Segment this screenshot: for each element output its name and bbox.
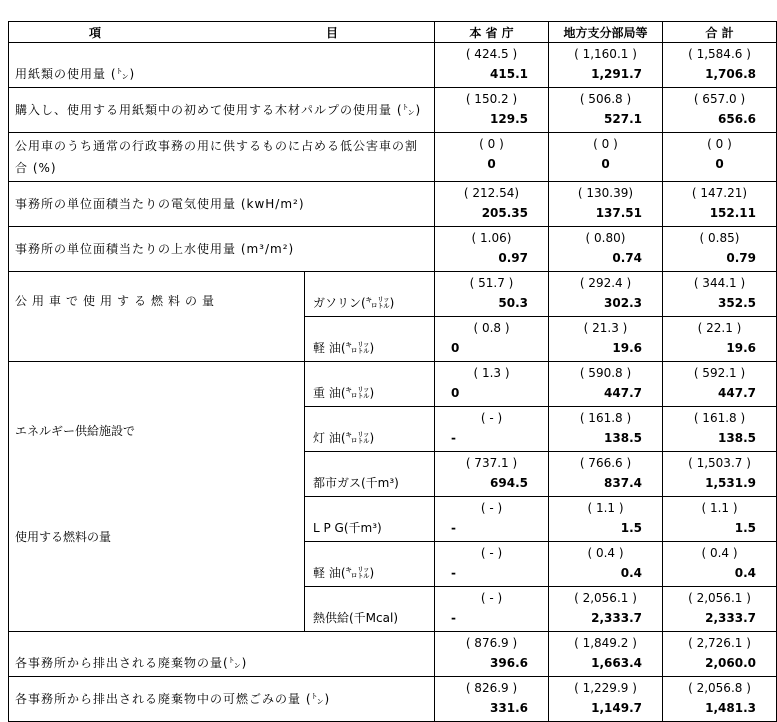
value-cell: ( 876.9 ) 396.6 [435, 632, 549, 677]
header-item-b: 目 [325, 25, 338, 40]
table-row [9, 272, 777, 317]
value-cell: ( 0.80) 0.74 [549, 227, 663, 272]
value-cell: ( 161.8 ) 138.5 [549, 407, 663, 452]
value-cell: ( 506.8 ) 527.1 [549, 88, 663, 133]
value-cell: ( 0 ) 0 [549, 133, 663, 182]
value-cell: ( 1,584.6 ) 1,706.8 [663, 43, 777, 88]
value-cell: ( 2,726.1 ) 2,060.0 [663, 632, 777, 677]
value-cell: ( 2,056.8 ) 1,481.3 [663, 677, 777, 722]
sub-label: 軽 油(㌔㍑) [305, 317, 435, 362]
header-item-a: 項 [89, 25, 102, 40]
energy-fuel-label-b: 使用する燃料の量 [15, 530, 112, 544]
sub-label: 軽 油(㌔㍑) [305, 542, 435, 587]
value-cell: ( 826.9 ) 331.6 [435, 677, 549, 722]
value-cell: ( 657.0 ) 656.6 [663, 88, 777, 133]
value-cell: ( 766.6 ) 837.4 [549, 452, 663, 497]
header-row [9, 22, 777, 43]
value-cell: ( 1,160.1 ) 1,291.7 [549, 43, 663, 88]
value-cell: ( 212.54) 205.35 [435, 182, 549, 227]
value-cell: ( 51.7 ) 50.3 [435, 272, 549, 317]
value-cell: ( 1.1 ) 1.5 [663, 497, 777, 542]
value-cell: ( - ) - [435, 407, 549, 452]
value-cell: ( 590.8 ) 447.7 [549, 362, 663, 407]
header-chiho: 地方支分部局等 [549, 22, 663, 43]
value-cell: ( 147.21) 152.11 [663, 182, 777, 227]
value-cell: ( 1,849.2 ) 1,663.4 [549, 632, 663, 677]
row-label: 公用車のうち通常の行政事務の用に供するものに占める低公害車の割合 (%) [9, 133, 435, 182]
value-cell: ( 1,229.9 ) 1,149.7 [549, 677, 663, 722]
row-label: 事務所の単位面積当たりの上水使用量 (m³/m²) [9, 227, 435, 272]
value-cell: ( - ) - [435, 587, 549, 632]
header-honsho: 本 省 庁 [435, 22, 549, 43]
sub-label: ガソリン(㌔㍑) [305, 272, 435, 317]
value-cell: ( 150.2 ) 129.5 [435, 88, 549, 133]
sub-label: 熱供給(千Mcal) [305, 587, 435, 632]
table-row [9, 182, 777, 227]
sub-label: 灯 油(㌔㍑) [305, 407, 435, 452]
table-row [9, 88, 777, 133]
row-label: 各事務所から排出される廃棄物の量(㌧) [9, 632, 435, 677]
table-row [9, 677, 777, 722]
sub-label: 重 油(㌔㍑) [305, 362, 435, 407]
energy-fuel-label [9, 362, 305, 632]
value-cell: ( 0.4 ) 0.4 [663, 542, 777, 587]
value-cell: ( 0 ) 0 [663, 133, 777, 182]
value-cell: ( 344.1 ) 352.5 [663, 272, 777, 317]
row-label: 事務所の単位面積当たりの電気使用量 (kwH/m²) [9, 182, 435, 227]
value-cell: ( 21.3 ) 19.6 [549, 317, 663, 362]
header-item [9, 22, 435, 43]
value-cell: ( 592.1 ) 447.7 [663, 362, 777, 407]
table-row [9, 227, 777, 272]
value-cell: ( 737.1 ) 694.5 [435, 452, 549, 497]
value-cell: ( 2,056.1 ) 2,333.7 [549, 587, 663, 632]
value-cell: ( 0.8 ) 0 [435, 317, 549, 362]
table-row [9, 133, 777, 182]
value-cell: ( 1.1 ) 1.5 [549, 497, 663, 542]
table-row [9, 43, 777, 88]
table-row [9, 362, 777, 407]
value-cell: ( 1.3 ) 0 [435, 362, 549, 407]
table-row [9, 632, 777, 677]
usage-table [8, 21, 777, 722]
value-cell: ( 161.8 ) 138.5 [663, 407, 777, 452]
row-label: 用紙類の使用量 (㌧) [9, 43, 435, 88]
value-cell: ( 292.4 ) 302.3 [549, 272, 663, 317]
row-label: 各事務所から排出される廃棄物中の可燃ごみの量 (㌧) [9, 677, 435, 722]
value-cell: ( 1,503.7 ) 1,531.9 [663, 452, 777, 497]
value-cell: ( - ) - [435, 542, 549, 587]
value-cell: ( 0 ) 0 [435, 133, 549, 182]
value-cell: ( 22.1 ) 19.6 [663, 317, 777, 362]
vehicle-fuel-label: 公用車で使用する燃料の量 [9, 272, 305, 362]
row-label: 購入し、使用する用紙類中の初めて使用する木材パルプの使用量 (㌧) [9, 88, 435, 133]
sub-label: L P G(千m³) [305, 497, 435, 542]
value-cell: ( - ) - [435, 497, 549, 542]
value-cell: ( 2,056.1 ) 2,333.7 [663, 587, 777, 632]
header-total: 合 計 [663, 22, 777, 43]
energy-fuel-label-a: エネルギー供給施設で [15, 424, 136, 438]
value-cell: ( 1.06) 0.97 [435, 227, 549, 272]
value-cell: ( 0.85) 0.79 [663, 227, 777, 272]
value-cell: ( 0.4 ) 0.4 [549, 542, 663, 587]
value-cell: ( 424.5 ) 415.1 [435, 43, 549, 88]
sub-label: 都市ガス(千m³) [305, 452, 435, 497]
value-cell: ( 130.39) 137.51 [549, 182, 663, 227]
